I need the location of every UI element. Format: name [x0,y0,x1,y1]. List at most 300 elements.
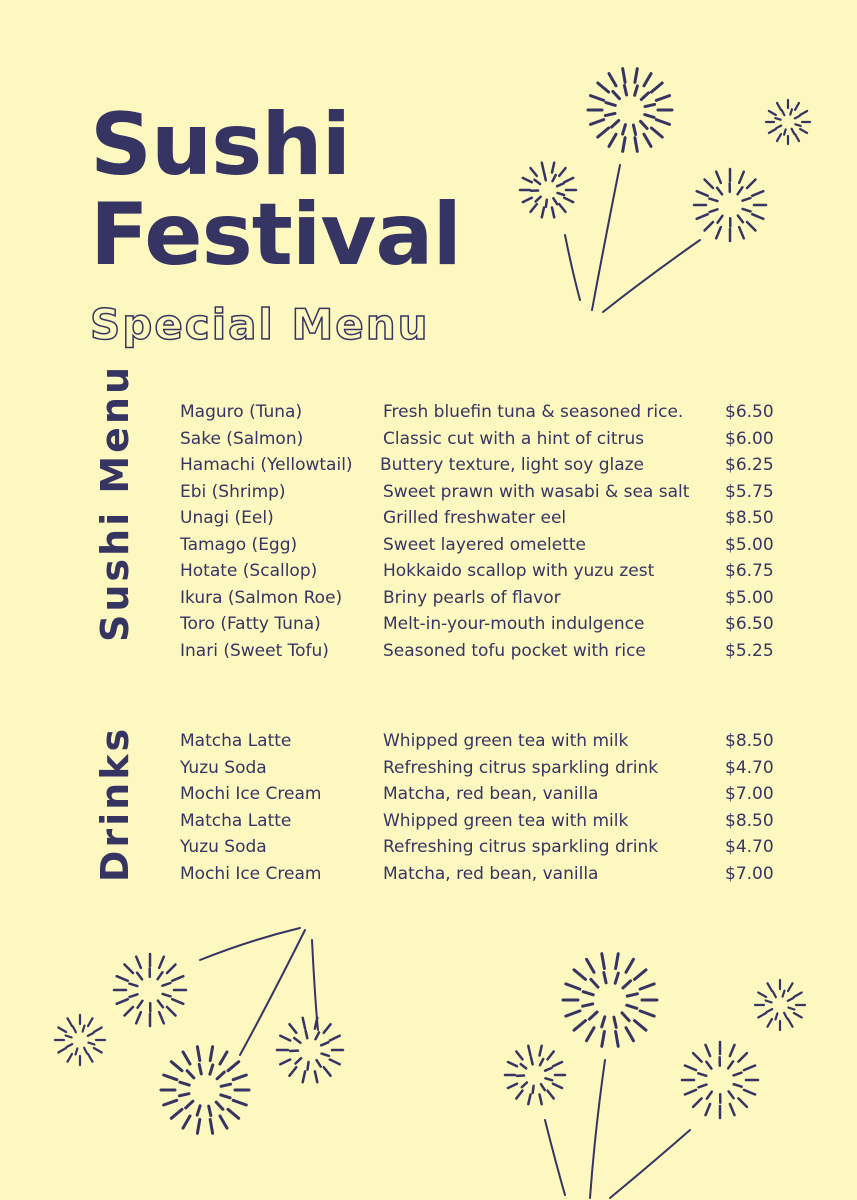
firework-spark [718,216,723,223]
item-name: Ikura (Salmon Roe) [180,587,343,608]
item-description: Whipped green tea with milk [383,731,629,751]
firework-spark [784,1013,787,1019]
firework-spark [624,85,626,95]
firework-spark [228,1109,239,1118]
firework-spark [738,1053,747,1062]
firework-burst [588,69,672,152]
firework-spark [73,1027,76,1033]
firework-spark [88,1018,93,1026]
firework-spark [303,1018,305,1029]
firework-spark [171,1062,182,1071]
firework-spark [559,204,565,212]
firework-spark [330,1060,340,1065]
firework-spark [795,116,800,119]
firework-spark [221,1095,230,1098]
firework-spark [706,1045,711,1056]
item-description: Sweet prawn with wasabi & sea salt [383,481,690,502]
firework-spark [557,183,564,186]
firework-spark [788,998,794,1001]
firework-spark [88,1033,94,1036]
firework-spark [508,1084,517,1088]
firework-spark [788,983,793,991]
firework-spark [716,227,721,238]
firework-spark [705,180,714,189]
firework-spark [228,1062,239,1071]
firework-spark [768,983,773,991]
firework-spark [795,134,799,141]
firework-spark [693,1053,702,1062]
firework-spark [583,1004,593,1006]
firework-spark [747,222,756,231]
firework-spark [710,209,718,212]
item-description: Classic cut with a hint of citrus [383,428,645,449]
firework-spark [516,1091,522,1099]
firework-spark [645,104,655,106]
firework-spark [183,1116,190,1128]
firework-spark [644,74,651,86]
item-price: $5.00 [725,534,774,555]
firework-spark [117,999,128,1004]
firework-spark [606,103,615,106]
firework-spark [220,1116,227,1128]
firework-spark [788,1019,793,1027]
firework-spark [635,1021,647,1031]
firework-spark [531,168,537,176]
item-price: $5.25 [725,640,774,661]
firework-spark [559,168,565,176]
firework-spark [717,188,722,195]
firework-spark [540,1046,542,1056]
firework-burst [520,163,576,218]
item-description: Refreshing citrus sparkling drink [383,757,659,778]
firework-spark [137,973,142,980]
firework-spark [289,1024,296,1033]
firework-trail [565,235,580,300]
firework-spark [68,1018,73,1026]
firework-spark [739,227,744,238]
item-name: Yuzu Soda [180,757,267,778]
firework-spark [734,1084,742,1087]
firework-spark [604,973,606,983]
firework-spark [609,74,616,86]
firework-spark [544,174,546,181]
item-price: $5.75 [725,481,774,502]
firework-spark [216,1102,223,1109]
firework-spark [635,69,637,83]
firework-spark [605,113,615,115]
firework-spark [321,1042,328,1045]
firework-spark [589,1012,597,1019]
item-name: Ebi (Shrimp) [180,481,286,502]
firework-spark [564,178,573,182]
item-description: Hokkaido scallop with yuzu zest [383,561,655,581]
item-price: $8.50 [725,508,774,528]
firework-spark [602,1017,605,1027]
firework-spark [602,1032,605,1047]
firework-spark [769,111,776,115]
item-description: Melt-in-your-mouth indulgence [383,614,645,634]
firework-spark [587,1028,595,1041]
item-price: $6.00 [725,428,774,449]
firework-spark [125,1007,134,1016]
firework-spark [587,959,595,972]
item-price: $5.00 [725,587,774,608]
firework-burst [277,1018,343,1082]
firework-spark [233,1075,246,1080]
item-description: Whipped green tea with milk [383,810,629,831]
firework-spark [542,208,544,218]
firework-burst [766,100,810,144]
firework-spark [197,1047,199,1061]
firework-spark [656,120,669,125]
firework-spark [614,1017,616,1027]
firework-spark [734,1073,742,1076]
firework-spark [136,1012,141,1023]
firework-spark [788,1008,794,1010]
firework-spark [651,83,662,92]
item-price: $6.50 [725,402,774,422]
drinks-section-label: Drinks [93,725,137,883]
firework-spark [516,1052,522,1060]
firework-trail [240,930,305,1055]
item-description: Grilled freshwater eel [383,508,567,528]
firework-spark [693,1098,702,1107]
firework-spark [164,1075,177,1080]
firework-spark [566,984,580,989]
firework-trail [592,165,620,310]
firework-spark [739,172,744,183]
firework-spark [744,1066,755,1071]
firework-spark [633,125,635,135]
firework-burst [55,1015,105,1065]
firework-spark [172,999,183,1004]
firework-spark [743,209,751,212]
firework-spark [172,976,183,981]
item-price: $7.00 [725,784,774,804]
firework-burst [161,1047,249,1134]
firework-burst [694,169,766,241]
firework-trail [603,240,700,312]
firework-spark [553,198,557,204]
item-description: Matcha, red bean, vanilla [383,863,599,884]
firework-spark [768,1019,773,1027]
firework-spark [545,1068,552,1071]
item-name: Maguro (Tuna) [180,402,303,422]
firework-spark [777,103,781,110]
firework-spark [744,1090,755,1095]
firework-spark [612,121,619,128]
firework-spark [777,134,781,141]
firework-spark [794,993,802,998]
firework-spark [528,1046,530,1056]
firework-spark [186,1101,193,1108]
firework-spark [76,1048,78,1054]
firework-spark [553,1062,562,1066]
firework-spark [138,1001,143,1008]
firework-spark [792,129,795,134]
firework-spark [528,1095,530,1105]
firework-spark [656,96,669,101]
firework-spark [324,1024,331,1033]
firework-spark [210,1065,213,1074]
firework-spark [566,1011,580,1016]
firework-burst [505,1046,565,1104]
firework-spark [159,1012,164,1023]
item-price: $7.00 [725,863,774,884]
firework-spark [800,111,807,115]
item-name: Mochi Ice Cream [180,784,322,804]
firework-spark [88,1043,94,1045]
firework-spark [616,1032,619,1047]
firework-spark [289,1067,296,1076]
firework-spark [623,69,625,83]
item-name: Hotate (Scallop) [180,561,318,581]
firework-spark [627,994,637,996]
firework-spark [583,992,593,995]
firework-spark [220,1052,227,1064]
firework-spark [84,1048,87,1054]
firework-spark [548,1052,554,1060]
firework-spark [743,198,751,201]
firework-spark [706,1104,711,1115]
firework-spark [210,1047,212,1061]
firework-spark [58,1028,66,1033]
firework-spark [574,1021,586,1031]
firework-spark [187,1071,194,1078]
item-description: Buttery texture, light soy glaze [380,455,645,475]
firework-spark [752,214,763,219]
firework-spark [221,1084,231,1086]
firework-spark [546,1078,553,1080]
firework-spark [180,1082,189,1085]
item-price: $4.70 [725,757,774,778]
firework-spark [303,1071,305,1082]
firework-spark [699,1085,707,1088]
firework-spark [210,1120,212,1134]
firework-spark [558,193,565,195]
firework-spark [574,970,586,980]
firework-spark [164,1100,177,1105]
item-description: Sweet layered omelette [383,534,587,555]
firework-spark [707,1092,712,1099]
item-name: Matcha Latte [180,810,292,831]
firework-spark [508,1062,517,1066]
firework-spark [167,1007,176,1016]
firework-trail [312,940,318,1030]
firework-spark [794,1013,802,1018]
firework-spark [602,954,605,969]
firework-spark [613,92,620,99]
firework-spark [651,128,662,137]
firework-spark [591,96,604,101]
firework-spark [795,124,800,126]
firework-spark [158,972,163,979]
firework-spark [623,981,631,988]
item-price: $6.50 [725,614,774,634]
firework-spark [117,976,128,981]
firework-spark [88,1054,93,1062]
firework-spark [685,1090,696,1095]
item-price: $6.25 [725,455,774,475]
item-name: Mochi Ice Cream [180,863,322,884]
firework-spark [179,1094,189,1096]
item-description: Matcha, red bean, vanilla [383,784,599,804]
firework-burst [563,954,657,1047]
firework-spark [531,204,537,212]
firework-spark [758,993,766,998]
firework-spark [645,115,654,118]
item-price: $8.50 [725,731,774,751]
firework-spark [83,1026,85,1032]
firework-spark [623,125,626,134]
firework-spark [542,163,544,173]
firework-trail [200,928,300,960]
firework-spark [609,134,616,146]
firework-spark [709,199,717,202]
firework-spark [217,1072,224,1079]
firework-spark [541,1084,545,1090]
firework-burst [755,980,805,1030]
firework-spark [622,1013,629,1021]
firework-spark [591,120,604,125]
firework-spark [705,222,714,231]
firework-spark [540,1059,543,1065]
firework-spark [521,1064,527,1068]
firework-spark [158,1001,163,1008]
firework-spark [317,1060,321,1066]
firework-spark [522,1083,527,1088]
firework-spark [280,1036,290,1041]
item-name: Yuzu Soda [180,837,267,857]
firework-spark [130,994,138,997]
firework-spark [766,1001,772,1003]
firework-spark [698,1073,706,1076]
firework-spark [548,1091,554,1099]
firework-spark [598,83,609,92]
firework-spark [540,1095,542,1105]
firework-spark [159,957,164,968]
item-description: Briny pearls of flavor [383,587,561,608]
firework-spark [294,1038,300,1043]
title-line-1: Sushi [90,95,351,195]
item-description: Seasoned tofu pocket with rice [383,640,646,661]
firework-spark [536,197,541,202]
firework-spark [171,1109,182,1118]
firework-spark [66,1036,72,1038]
firework-spark [322,1054,329,1056]
firework-spark [167,965,176,974]
firework-spark [738,1098,747,1107]
firework-spark [199,1064,201,1074]
page-subtitle: Special Menu [90,300,430,349]
firework-spark [616,954,619,969]
firework-spark [697,191,708,196]
firework-spark [758,1013,766,1018]
item-name: Toro (Fatty Tuna) [180,614,321,634]
item-price: $6.75 [725,561,774,581]
firework-spark [626,959,634,972]
firework-spark [129,984,137,987]
firework-spark [315,1071,317,1082]
firework-spark [728,1061,733,1068]
firework-spark [136,957,141,968]
firework-trail [545,1120,565,1195]
item-name: Matcha Latte [180,731,292,751]
firework-spark [553,1084,562,1088]
firework-spark [730,1104,735,1115]
firework-spark [68,1054,73,1062]
firework-spark [795,103,799,110]
firework-spark [531,1057,533,1064]
firework-spark [706,1062,711,1069]
firework-spark [790,109,792,114]
firework-spark [685,1066,696,1071]
firework-spark [783,991,785,997]
firework-trail [610,1130,690,1198]
firework-spark [552,163,554,173]
firework-spark [738,187,743,194]
firework-spark [782,110,785,115]
firework-spark [209,1106,211,1116]
firework-spark [125,965,134,974]
firework-spark [197,1120,199,1134]
firework-spark [163,983,171,986]
item-price: $4.70 [725,837,774,857]
firework-spark [523,178,532,182]
firework-spark [729,1091,734,1098]
firework-spark [716,172,721,183]
firework-spark [591,979,598,987]
firework-trail [590,1060,605,1198]
firework-spark [67,1044,73,1047]
firework-spark [163,994,171,997]
firework-spark [598,128,609,137]
firework-spark [773,992,776,998]
firework-spark [564,198,573,202]
item-name: Tamago (Egg) [180,534,298,555]
firework-spark [615,973,618,983]
firework-spark [752,191,763,196]
item-name: Inari (Sweet Tofu) [180,640,329,661]
firework-spark [635,86,638,95]
firework-spark [640,1011,654,1016]
firework-spark [523,198,532,202]
firework-spark [635,970,647,980]
firework-spark [641,93,648,100]
item-description: Refreshing citrus sparkling drink [383,837,659,857]
firework-spark [324,1067,331,1076]
title-line-2: Festival [90,185,461,285]
firework-spark [546,200,547,207]
firework-spark [769,129,776,133]
firework-spark [627,1005,637,1008]
firework-spark [640,984,654,989]
firework-spark [641,121,648,128]
firework-spark [197,1106,200,1115]
firework-spark [738,216,743,223]
firework-spark [306,1031,308,1039]
firework-spark [767,1009,773,1012]
firework-spark [308,1062,309,1070]
item-name: Sake (Salmon) [180,428,304,449]
firework-spark [800,129,807,133]
firework-spark [644,134,651,146]
firework-spark [784,129,786,134]
firework-spark [623,138,625,152]
firework-spark [316,1032,320,1039]
firework-spark [626,1028,634,1041]
item-price: $8.50 [725,810,774,831]
